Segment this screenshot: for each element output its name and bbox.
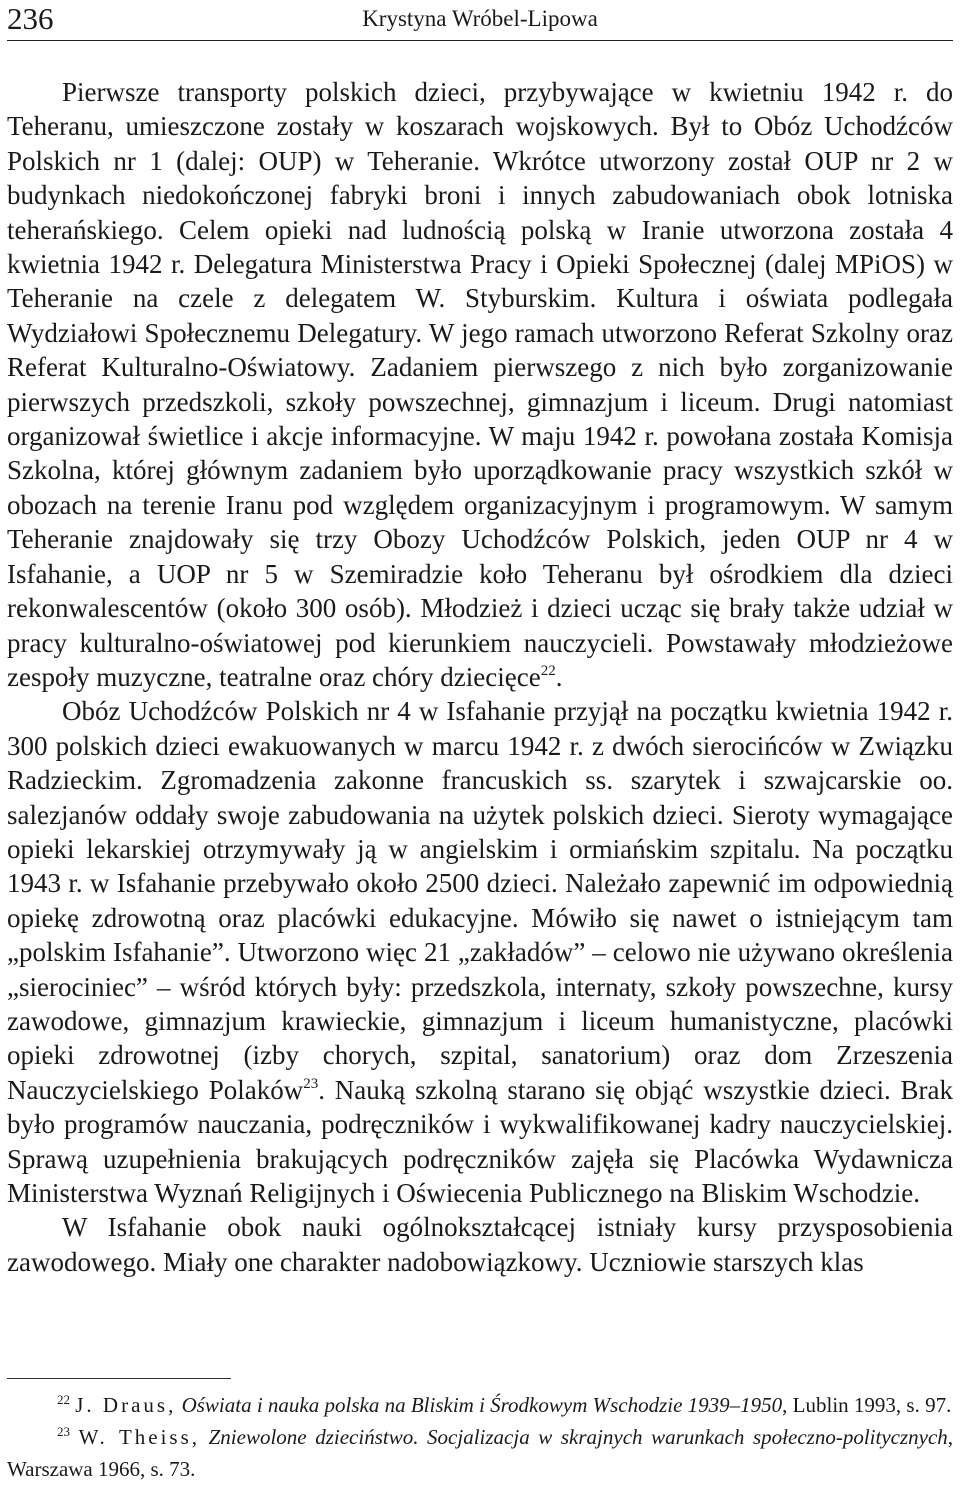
paragraph-text: Pierwsze transporty polskich dzieci, przybywające w kwietniu 1942 r. do Teheranu, umieszczone zostały w koszarach wojskowych. Był to Obóz Uchodźców Polskich nr 1 (dalej: OUP) w Teheranie. Wkrótce utworzony został OUP nr 2 w budynkach niedokończonej fabryki broni i innych zabudowaniach obok lotniska teherańskiego. Celem opieki nad ludnością polską w Iranie utworzona została 4 kwietnia 1942 r. Delegatura Ministerstwa Pracy i Opieki Społecznej (dalej MPiOS) w Teheranie na czele z delegatem W. Styburskim. Kultura i oświata podlegała Wydziałowi Społecznemu Delegatury. W jego ramach utworzono Referat Szkolny oraz Referat Kulturalno-Oświatowy. Zadaniem pierwszego z nich było zorganizowanie pierwszych przedszkoli, szkoły powszechnej, gimnazjum i liceum. Drugi natomiast organizował świetlice i akcje informacyjne. W maju 1942 r. powołana została Komisja Szkolna, której głównym zadaniem było uporządkowanie pracy wszystkich szkół w obozach na terenie Iranu pod względem organizacyjnym i programowym. W samym Teheranie znajdowały się trzy Obozy Uchodźców Polskich, jeden OUP nr 4 w Isfahanie, a UOP nr 5 w Szemiradzie koło Teheranu był ośrodkiem dla dzieci rekonwalescentów (około 300 osób). Młodzież i dzieci ucząc się brały także udział w pracy kulturalno-oświatowej pod kierunkiem nauczycieli. Powstawały młodzieżowe zespoły muzyczne, teatralne oraz chóry dziecięce [7, 77, 953, 692]
paragraph-text: Obóz Uchodźców Polskich nr 4 w Isfahanie przyjął na początku kwietnia 1942 r. 300 polskich dzieci ewakuowanych w marcu 1942 r. z dwóch sierocińców w Związku Radzieckim. Zgromadzenia zakonne francuskich ss. szarytek i szwajcarskie oo. salezjanów oddały swoje zabudowania na użytek polskich dzieci. Sieroty wymagające opieki lekarskiej otrzymywały ją w angielskim i ormiańskim szpitalu. Na początku 1943 r. w Isfahanie przebywało około 2500 dzieci. Należało zapewnić im odpowiednią opiekę zdrowotną oraz placówki edukacyjne. Mówiło się nawet o istniejącym tam „polskim Isfahanie”. Utworzono więc 21 „zakładów” – celowo nie używano określenia „sierociniec” – wśród których były: przedszkola, internaty, szkoły powszechne, kursy zawodowe, gimnazjum krawieckie, gimnazjum i liceum humanistyczne, placówki opieki zdrowotnej (izby chorych, szpital, sanatorium) oraz dom Zrzeszenia Nauczycielskiego Polaków [7, 696, 953, 1105]
body-text [7, 75, 953, 1279]
header-rule [7, 40, 953, 41]
paragraph [7, 694, 953, 1210]
footnote-number: 23 [57, 1424, 70, 1439]
footnote-details: , Warszawa 1966, s. 73. [7, 1425, 954, 1481]
footnote-author: W. Theiss, [78, 1425, 201, 1449]
footnote-number: 22 [57, 1392, 70, 1407]
footnote-title: Oświata i nauka polska na Bliskim i Środkowym Wschodzie 1939–1950 [181, 1393, 783, 1417]
footnote-ref-23[interactable]: 23 [303, 1075, 319, 1092]
running-head: Krystyna Wróbel-Lipowa [362, 6, 598, 31]
footnote-details: , Lublin 1993, s. 97. [782, 1393, 952, 1417]
page-number: 236 [7, 1, 54, 36]
footnote-ref-22[interactable]: 22 [540, 662, 556, 679]
paragraph: W Isfahanie obok nauki ogólnokształcącej istniały kursy przysposobienia zawodowego. Miały one charakter nadobowiązkowy. Uczniowie starszych klas [7, 1212, 953, 1277]
paragraph [7, 75, 953, 694]
paragraph-text-end: . [555, 661, 563, 692]
paragraph-text-rest: . Nauką szkolną starano się objąć wszystkie dzieci. Brak było programów nauczania, podręczników i wykwalifikowanej kadry nauczycielskiej. Sprawą uzupełnienia brakujących podręczników zajęła się Placówka Wydawnicza Ministerstwa Wyznań Religijnych i Oświecenia Publicznego na Bliskim Wschodzie. [7, 1074, 954, 1208]
footnote-title: Zniewolone dzieciństwo. Socjalizacja w skrajnych warunkach społeczno-politycznych [208, 1425, 948, 1449]
footnote-22 [7, 1389, 953, 1421]
footnote-author: J. Draus, [75, 1393, 177, 1417]
footnote-separator [7, 1378, 231, 1379]
page-header [7, 0, 953, 42]
footnotes [7, 1389, 953, 1485]
footnote-23 [7, 1421, 953, 1485]
